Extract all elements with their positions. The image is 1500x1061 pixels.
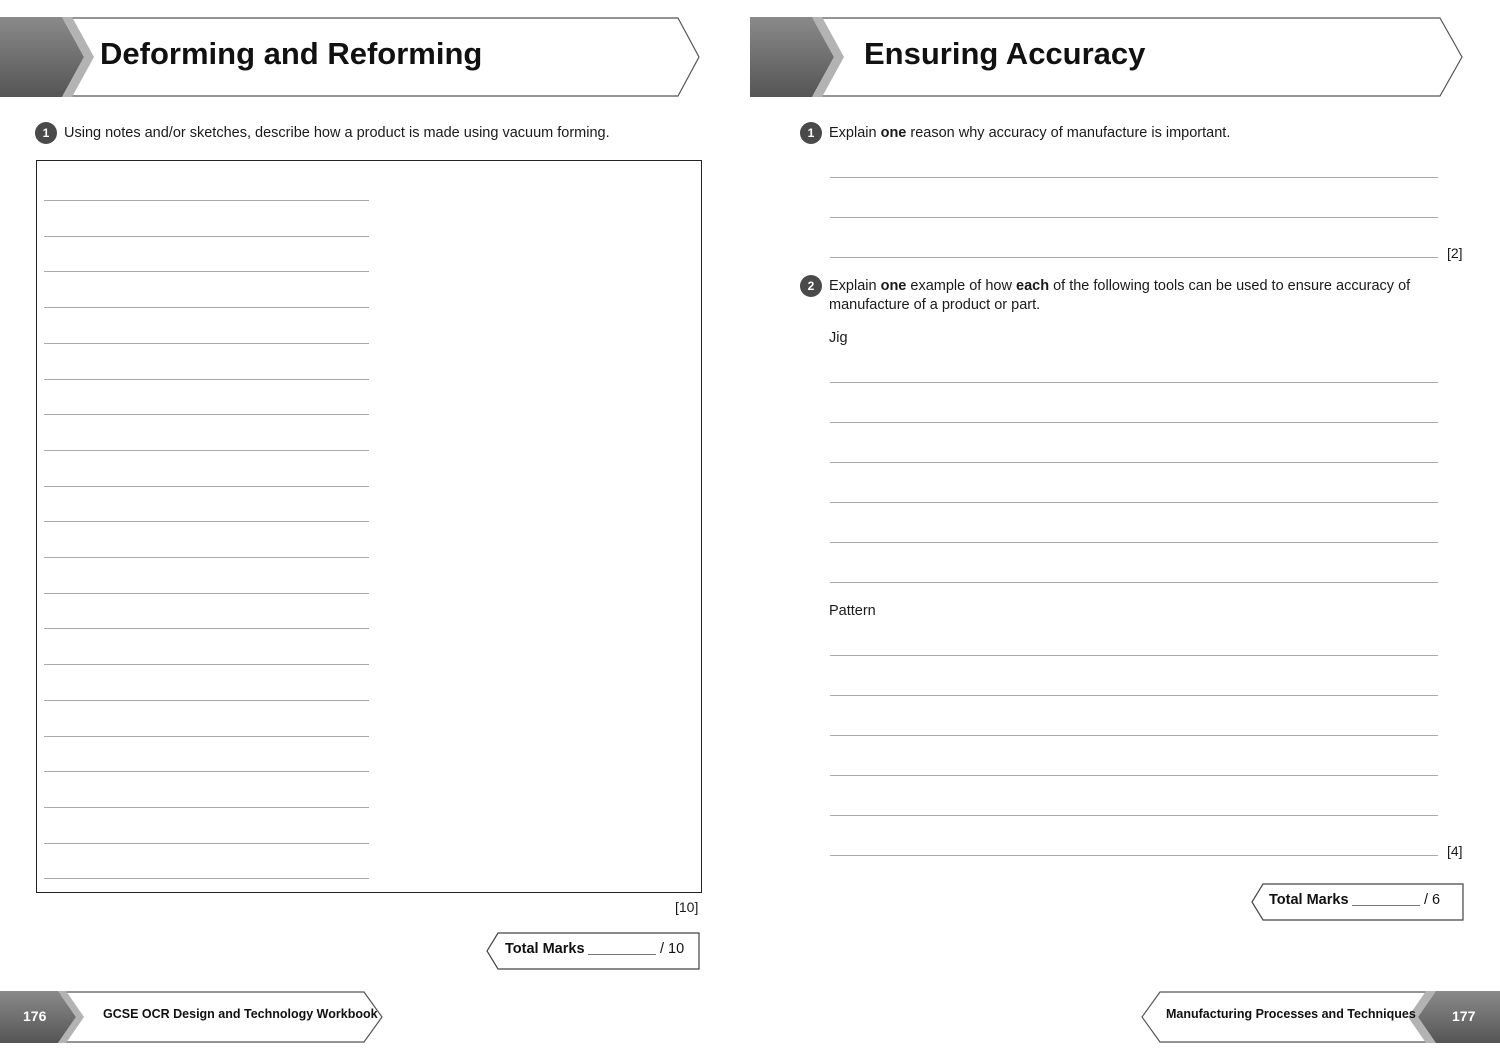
question-marks: [4] xyxy=(1447,843,1463,859)
answer-line[interactable] xyxy=(830,542,1438,543)
question-text: Explain one reason why accuracy of manufacture is important. xyxy=(829,125,1231,141)
question-number-badge: 1 xyxy=(800,122,822,144)
answer-line[interactable] xyxy=(830,502,1438,503)
answer-line[interactable] xyxy=(830,775,1438,776)
answer-line[interactable] xyxy=(830,695,1438,696)
answer-line[interactable] xyxy=(44,593,369,594)
question-text: Explain one example of how each of the following tools can be used to ensure accuracy of manufacture of a product or part. xyxy=(829,278,1411,313)
total-marks-max: / 6 xyxy=(1424,892,1441,908)
answer-line[interactable] xyxy=(44,807,369,808)
total-marks-label: Total Marks xyxy=(505,941,585,957)
answer-line[interactable] xyxy=(44,200,369,201)
answer-line[interactable] xyxy=(830,815,1438,816)
answer-line[interactable] xyxy=(830,422,1438,423)
left-footer xyxy=(0,991,384,1043)
answer-line[interactable] xyxy=(830,582,1438,583)
answer-line[interactable] xyxy=(44,878,369,879)
answer-line[interactable] xyxy=(44,450,369,451)
page-number: 176 xyxy=(23,1008,47,1024)
right-title-banner xyxy=(750,17,1465,97)
total-marks-box xyxy=(486,932,701,968)
page-title: Ensuring Accuracy xyxy=(864,36,1146,71)
answer-line[interactable] xyxy=(44,486,369,487)
answer-line[interactable] xyxy=(44,271,369,272)
answer-line[interactable] xyxy=(830,382,1438,383)
subquestion-label-jig: Jig xyxy=(829,330,848,346)
answer-line[interactable] xyxy=(44,414,369,415)
answer-line[interactable] xyxy=(44,771,369,772)
answer-line[interactable] xyxy=(830,177,1438,178)
answer-line[interactable] xyxy=(44,700,369,701)
answer-line[interactable] xyxy=(830,735,1438,736)
book-title: GCSE OCR Design and Technology Workbook xyxy=(103,1007,378,1021)
answer-line[interactable] xyxy=(44,843,369,844)
answer-line[interactable] xyxy=(830,655,1438,656)
question-number-badge: 2 xyxy=(800,275,822,297)
sketch-answer-box[interactable] xyxy=(36,160,702,893)
answer-line[interactable] xyxy=(44,379,369,380)
question-text: Using notes and/or sketches, describe how a product is made using vacuum forming. xyxy=(64,125,610,141)
answer-line[interactable] xyxy=(830,257,1438,258)
answer-line[interactable] xyxy=(44,236,369,237)
subquestion-label-pattern: Pattern xyxy=(829,603,876,619)
answer-line[interactable] xyxy=(44,664,369,665)
question-marks: [2] xyxy=(1447,245,1463,261)
answer-line[interactable] xyxy=(44,736,369,737)
total-marks-box xyxy=(1251,883,1465,919)
total-marks-label: Total Marks xyxy=(1269,892,1349,908)
answer-line[interactable] xyxy=(44,521,369,522)
total-marks-max: / 10 xyxy=(660,941,685,957)
right-footer xyxy=(1140,991,1500,1043)
section-title: Manufacturing Processes and Techniques xyxy=(1166,1007,1416,1021)
answer-line[interactable] xyxy=(44,307,369,308)
answer-line[interactable] xyxy=(44,343,369,344)
question-marks: [10] xyxy=(675,899,699,915)
answer-line[interactable] xyxy=(830,462,1438,463)
question-number-badge: 1 xyxy=(35,122,57,144)
answer-line[interactable] xyxy=(44,557,369,558)
answer-line[interactable] xyxy=(44,628,369,629)
total-marks-input[interactable] xyxy=(588,954,656,955)
total-marks-input[interactable] xyxy=(1352,905,1420,906)
answer-line[interactable] xyxy=(830,855,1438,856)
left-title-banner xyxy=(0,17,702,97)
answer-line[interactable] xyxy=(830,217,1438,218)
page-number: 177 xyxy=(1452,1008,1476,1024)
page-title: Deforming and Reforming xyxy=(100,36,483,71)
